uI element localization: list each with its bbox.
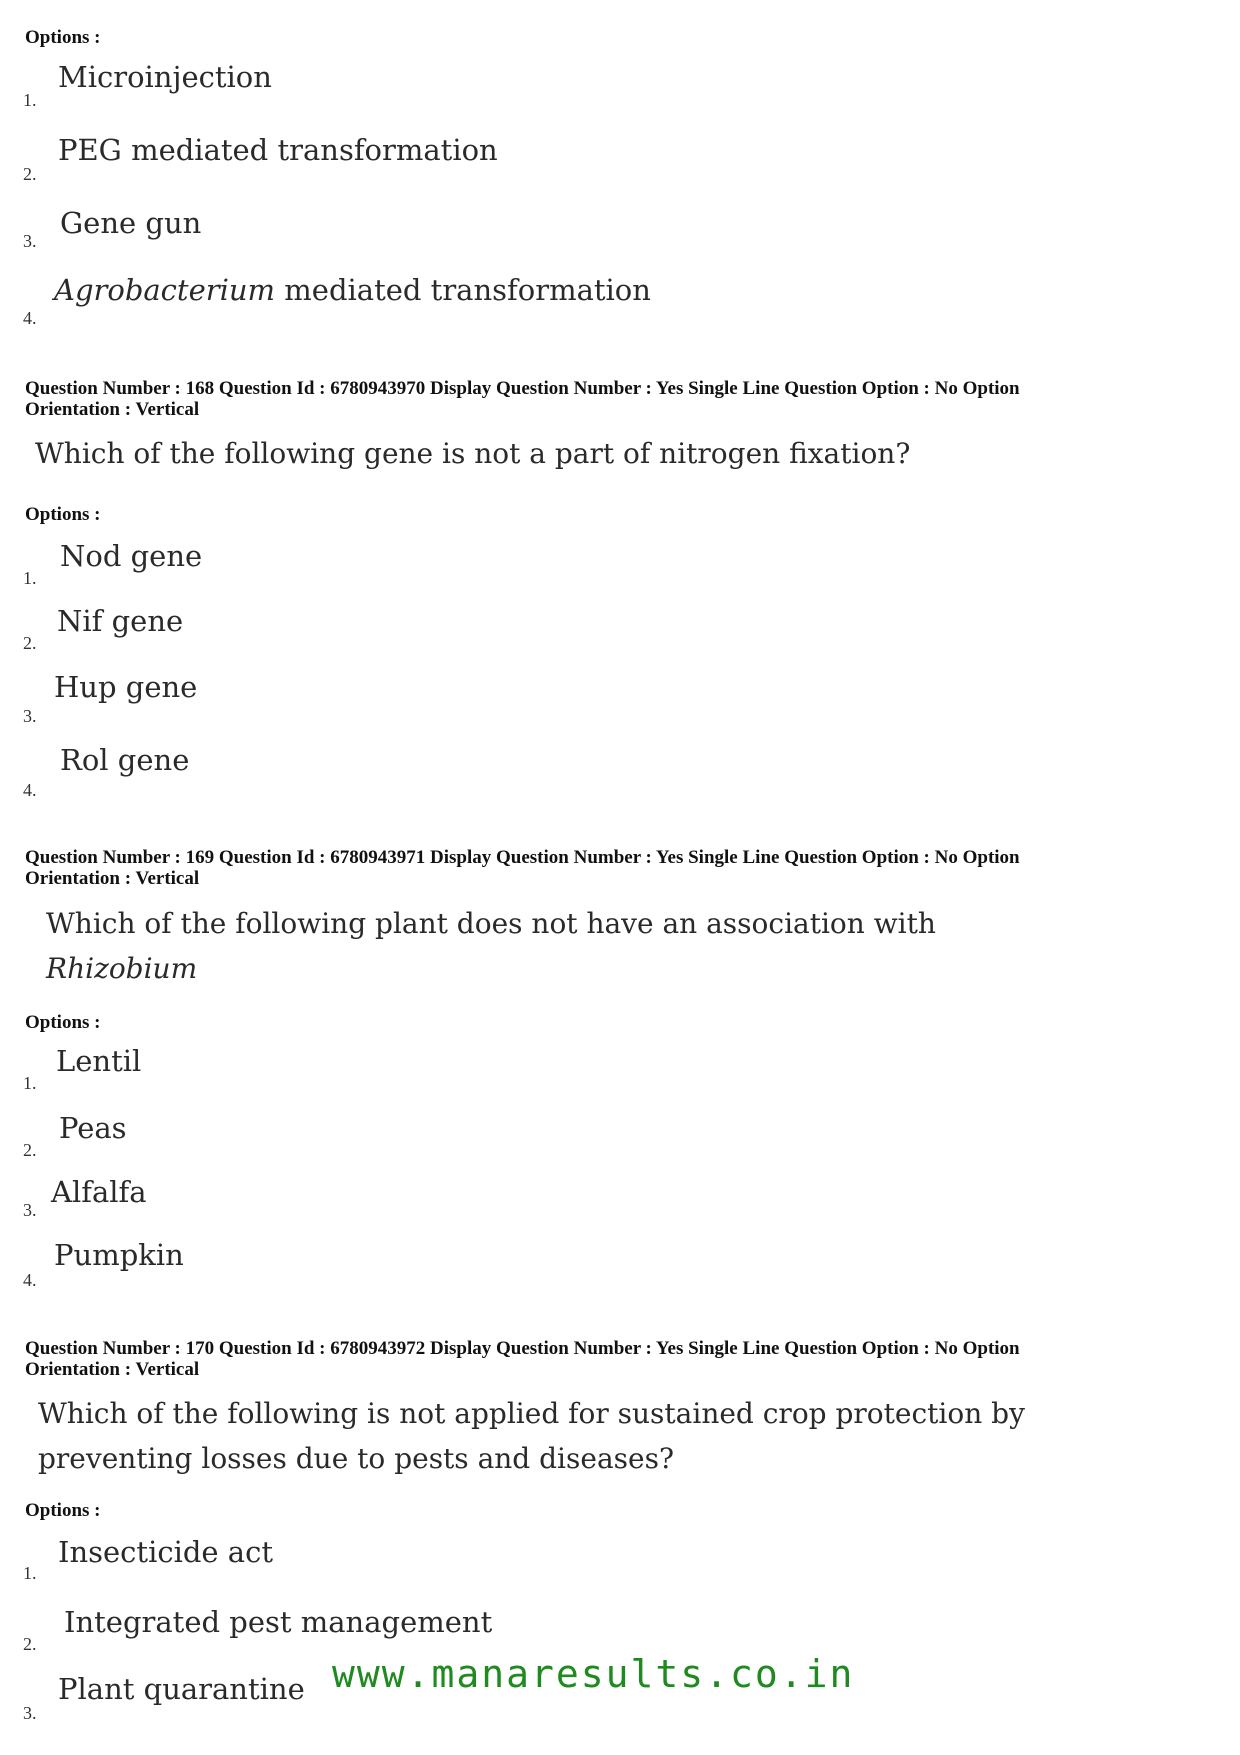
- option-text: Alfalfa: [51, 1175, 147, 1209]
- option-number: 2.: [23, 633, 37, 653]
- option-text: Gene gun: [60, 206, 202, 240]
- option-text: Hup gene: [54, 670, 198, 704]
- option-number: 2.: [23, 1634, 37, 1654]
- option-number: 2.: [23, 164, 37, 184]
- option-number: 1.: [23, 90, 37, 110]
- option-number: 4.: [23, 308, 37, 328]
- option-text: Peas: [59, 1111, 127, 1145]
- question-text: Which of the following gene is not a part of nitrogen fixation?: [35, 437, 911, 470]
- question-meta-line1: Question Number : 170 Question Id : 6780943972 Display Question Number : Yes Single Line Question Option : No Option: [25, 1338, 1020, 1359]
- option-text: Nif gene: [57, 604, 184, 638]
- option-text-italic: Agrobacterium: [54, 273, 276, 307]
- option-text: Integrated pest management: [64, 1605, 493, 1639]
- question-meta: [25, 1338, 1205, 1380]
- option-text: Rol gene: [60, 743, 190, 777]
- option-text: Pumpkin: [54, 1238, 184, 1272]
- question-text-line1: Which of the following plant does not have an association with: [46, 907, 936, 940]
- question-text-line1: Which of the following is not applied for sustained crop protection by: [38, 1397, 1025, 1430]
- option-text: Insecticide act: [58, 1535, 273, 1569]
- question-meta-line2: Orientation : Vertical: [25, 1359, 200, 1380]
- option-number: 2.: [23, 1140, 37, 1160]
- option-text: Plant quarantine: [58, 1672, 305, 1706]
- option-number: 3.: [23, 1200, 37, 1220]
- question-meta-line1: Question Number : 168 Question Id : 6780943970 Display Question Number : Yes Single Line Question Option : No Option: [25, 378, 1020, 399]
- options-label: Options :: [25, 1012, 101, 1033]
- question-meta: [25, 847, 1205, 889]
- question-text-line2: Rhizobium: [46, 952, 198, 985]
- question-meta: [25, 378, 1205, 420]
- option-number: 3.: [23, 1703, 37, 1723]
- option-number: 3.: [23, 706, 37, 726]
- question-text-line2: preventing losses due to pests and diseases?: [38, 1442, 674, 1475]
- option-number: 1.: [23, 1073, 37, 1093]
- question-meta-line2: Orientation : Vertical: [25, 399, 200, 420]
- option-number: 3.: [23, 231, 37, 251]
- question-meta-line2: Orientation : Vertical: [25, 868, 200, 889]
- options-label: Options :: [25, 504, 101, 525]
- option-text: Microinjection: [58, 60, 272, 94]
- option-number: 4.: [23, 1270, 37, 1290]
- options-label: Options :: [25, 27, 101, 48]
- option-number: 1.: [23, 1563, 37, 1583]
- options-label: Options :: [25, 1500, 101, 1521]
- option-text: Lentil: [56, 1044, 142, 1078]
- question-meta-line1: Question Number : 169 Question Id : 6780943971 Display Question Number : Yes Single Line Question Option : No Option: [25, 847, 1020, 868]
- watermark-url: www.manaresults.co.in: [332, 1652, 855, 1696]
- option-text: PEG mediated transformation: [58, 133, 498, 167]
- option-text-rest: mediated transformation: [275, 273, 651, 307]
- option-text: Nod gene: [60, 539, 203, 573]
- option-text: [54, 273, 651, 307]
- option-number: 4.: [23, 780, 37, 800]
- option-number: 1.: [23, 568, 37, 588]
